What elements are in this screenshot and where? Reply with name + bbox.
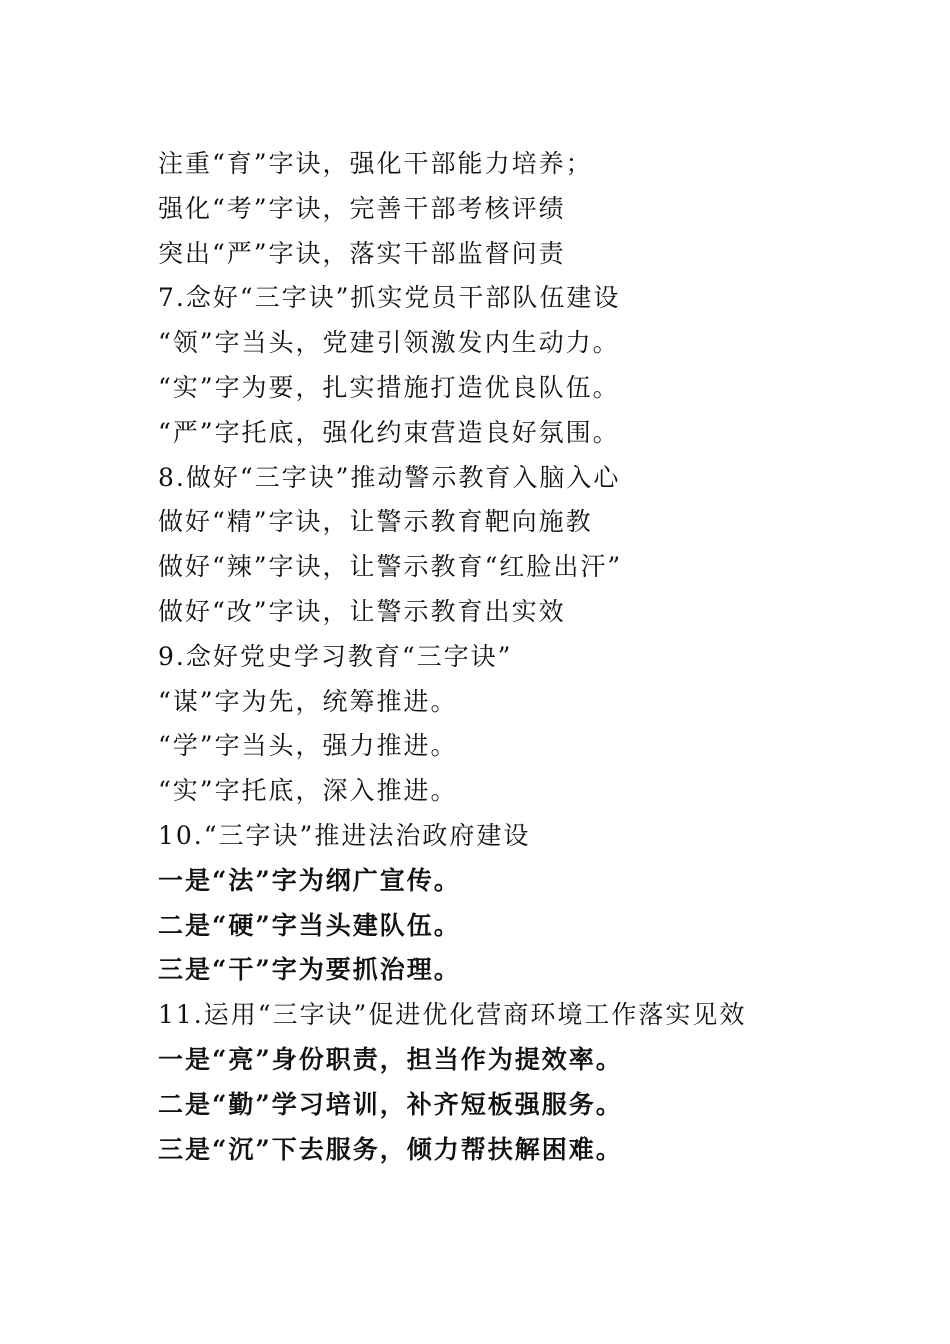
text-line: 强化“考”字诀，完善干部考核评绩 <box>158 193 566 223</box>
section-heading: 8.做好“三字诀”推动警示教育入脑入心 <box>158 462 621 492</box>
text-line: 注重“育”字诀，强化干部能力培养； <box>158 149 593 178</box>
section-heading: 10.“三字诀”推进法治政府建设 <box>158 820 531 850</box>
text-line: 一是“亮”身份职责，担当作为提效率。 <box>158 1044 623 1074</box>
text-line: 做好“精”字诀，让警示教育靶向施教 <box>158 507 593 537</box>
text-line: 二是“勤”学习培训，补齐短板强服务。 <box>158 1089 623 1119</box>
text-line: 做好“改”字诀，让警示教育出实效 <box>158 596 566 626</box>
section-heading: 7.念好“三字诀”抓实党员干部队伍建设 <box>158 283 621 313</box>
text-line: “学”字当头，强力推进。 <box>158 731 458 761</box>
text-line: 三是“沉”下去服务，倾力帮扶解困难。 <box>158 1134 623 1164</box>
document-body <box>158 142 878 1172</box>
text-line: “实”字托底，深入推进。 <box>158 776 458 806</box>
section-heading: 11.运用“三字诀”促进优化营商环境工作落实见效 <box>158 1000 747 1030</box>
text-line: “实”字为要，扎实措施打造优良队伍。 <box>158 372 620 402</box>
section-heading: 9.念好党史学习教育“三字诀” <box>158 641 513 671</box>
text-line: 做好“辣”字诀，让警示教育“红脸出汗” <box>158 552 623 582</box>
text-line: 二是“硬”字当头建队伍。 <box>158 910 461 940</box>
text-line: 突出“严”字诀，落实干部监督问责 <box>158 238 566 268</box>
text-line: “严”字托底，强化约束营造良好氛围。 <box>158 417 620 447</box>
text-line: “谋”字为先，统筹推进。 <box>158 686 458 716</box>
text-line: 一是“法”字为纲广宣传。 <box>158 865 461 895</box>
text-line: 三是“干”字为要抓治理。 <box>158 955 461 985</box>
text-line: “领”字当头，党建引领激发内生动力。 <box>158 328 620 358</box>
